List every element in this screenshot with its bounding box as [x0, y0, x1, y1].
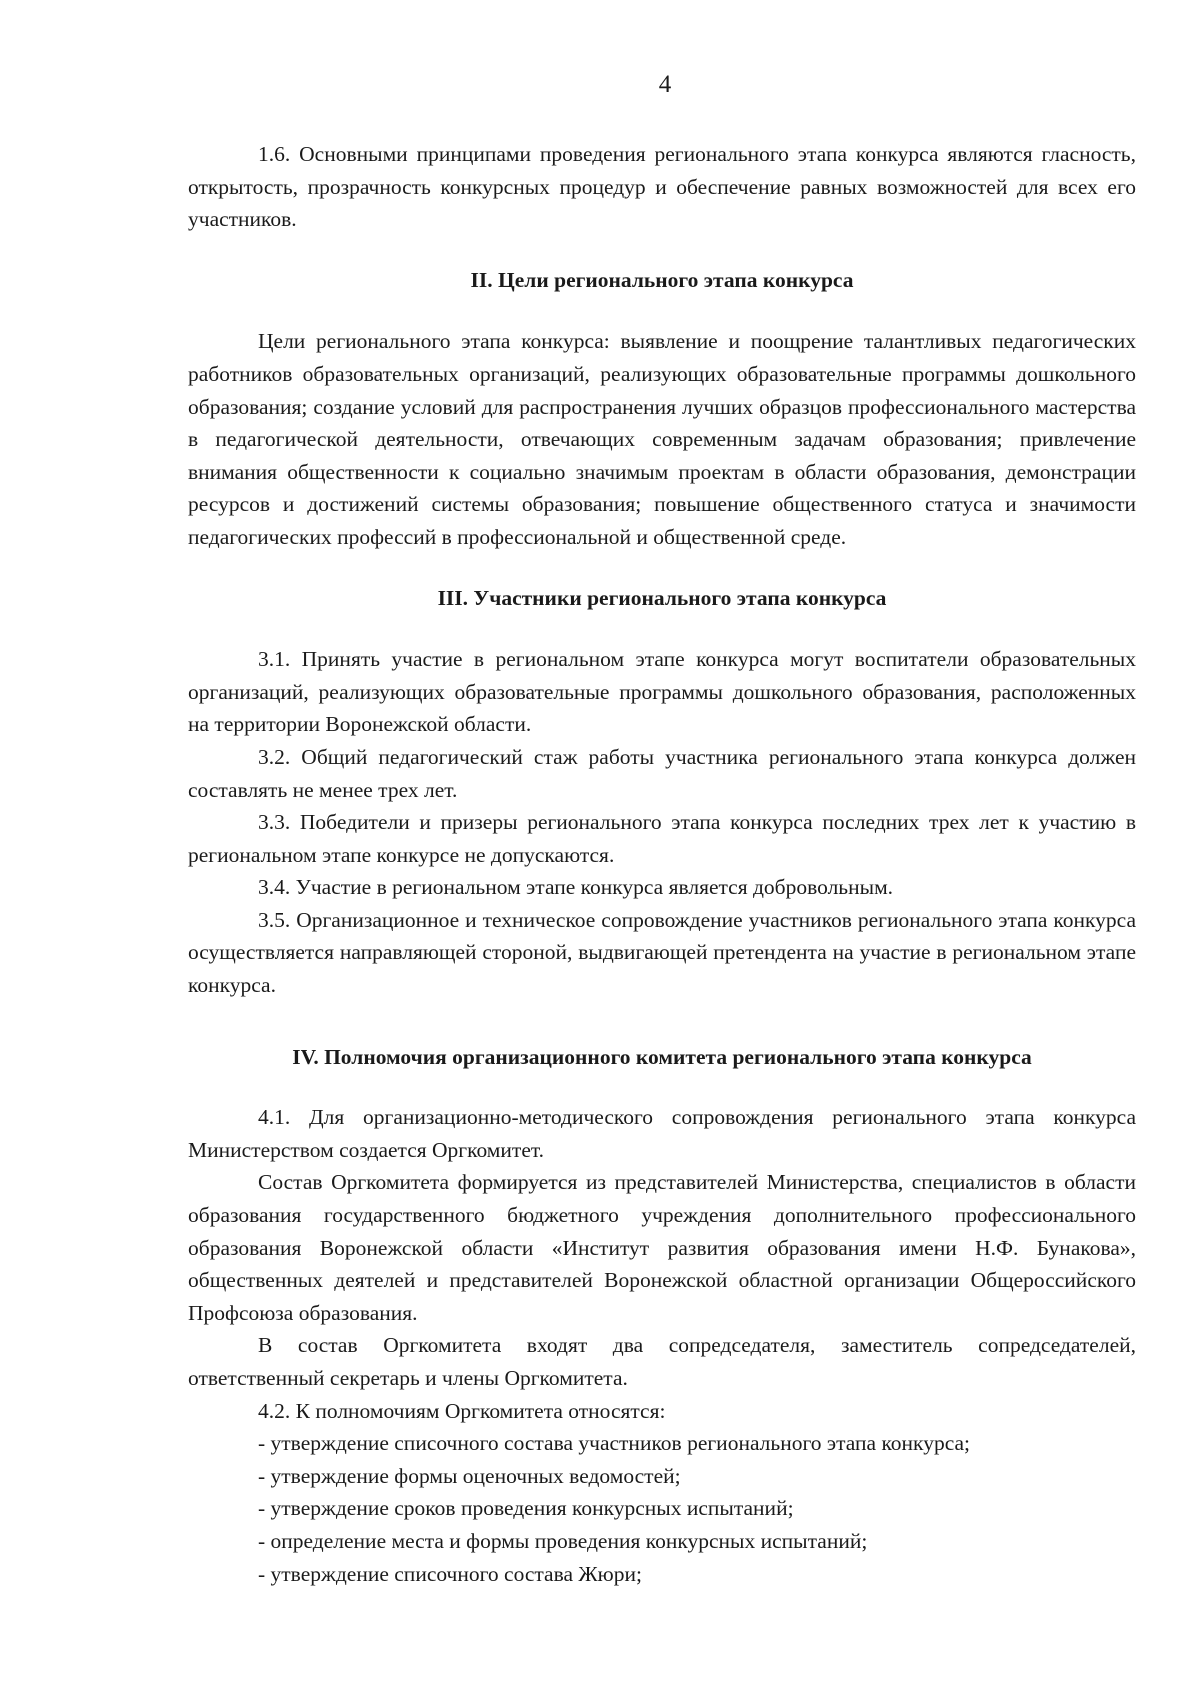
paragraph-3-4: 3.4. Участие в региональном этапе конкурса является добровольным. [258, 875, 894, 900]
paragraph-3-1: 3.1. Принять участие в региональном этапе конкурса могут воспитатели образовательных организаций, реализующих образовательные программы дошкольного образования, расположенных на территории Воронежской области. [188, 647, 1136, 737]
powers-list-item: - определение места и формы проведения конкурсных испытаний; [258, 1528, 868, 1553]
document-page [188, 70, 1136, 1590]
powers-list-item: - утверждение формы оценочных ведомостей; [258, 1463, 681, 1488]
orgcommittee-members-paragraph: В состав Оргкомитета входят два сопредседателя, заместитель сопредседателей, ответственный секретарь и члены Оргкомитета. [188, 1333, 1136, 1390]
powers-list-item: - утверждение сроков проведения конкурсных испытаний; [258, 1496, 794, 1521]
section-2-heading: II. Цели регионального этапа конкурса [470, 267, 854, 292]
orgcommittee-composition-paragraph: Состав Оргкомитета формируется из представителей Министерства, специалистов в области образования государственного бюджетного учреждения дополнительного профессионального образования Воронежской области «Институт развития образования имени Н.Ф. Бунакова», общественных деятелей и представителей Воронежской областной организации Общероссийского Профсоюза образования. [188, 1170, 1136, 1325]
powers-list-item: - утверждение списочного состава участников регионального этапа конкурса; [258, 1431, 971, 1456]
goals-paragraph: Цели регионального этапа конкурса: выявление и поощрение талантливых педагогических работников образовательных организаций, реализующих образовательные программы дошкольного образования; создание условий для распространения лучших образцов профессионального мастерства в педагогической деятельности, отвечающих современным задачам образования; привлечение внимания общественности к социально значимым проектам в области образования, демонстрации ресурсов и достижений системы образования; повышение общественного статуса и значимости педагогических профессий в профессиональной и общественной среде. [188, 329, 1136, 549]
paragraph-4-2: 4.2. К полномочиям Оргкомитета относятся: [258, 1398, 666, 1423]
page-number: 4 [658, 71, 672, 98]
paragraph-4-1: 4.1. Для организационно-методического сопровождения регионального этапа конкурса Министерством создается Оргкомитет. [188, 1105, 1136, 1162]
paragraph-3-2: 3.2. Общий педагогический стаж работы участника регионального этапа конкурса должен составлять не менее трех лет. [188, 744, 1136, 802]
section-3-heading: III. Участники регионального этапа конкурса [437, 585, 887, 610]
paragraph-3-3: 3.3. Победители и призеры регионального этапа конкурса последних трех лет к участию в региональном этапе конкурсе не допускаются. [188, 810, 1136, 867]
section-4-heading: IV. Полномочия организационного комитета регионального этапа конкурса [292, 1044, 1032, 1069]
paragraph-3-5: 3.5. Организационное и техническое сопровождение участников регионального этапа конкурса осуществляется направляющей стороной, выдвигающей претендента на участие в региональном этапе конкурса. [188, 907, 1136, 998]
paragraph-1-6: 1.6. Основными принципами проведения регионального этапа конкурса являются гласность, открытость, прозрачность конкурсных процедур и обеспечение равных возможностей для всех его участников. [188, 142, 1136, 232]
powers-list-item: - утверждение списочного состава Жюри; [258, 1561, 642, 1586]
